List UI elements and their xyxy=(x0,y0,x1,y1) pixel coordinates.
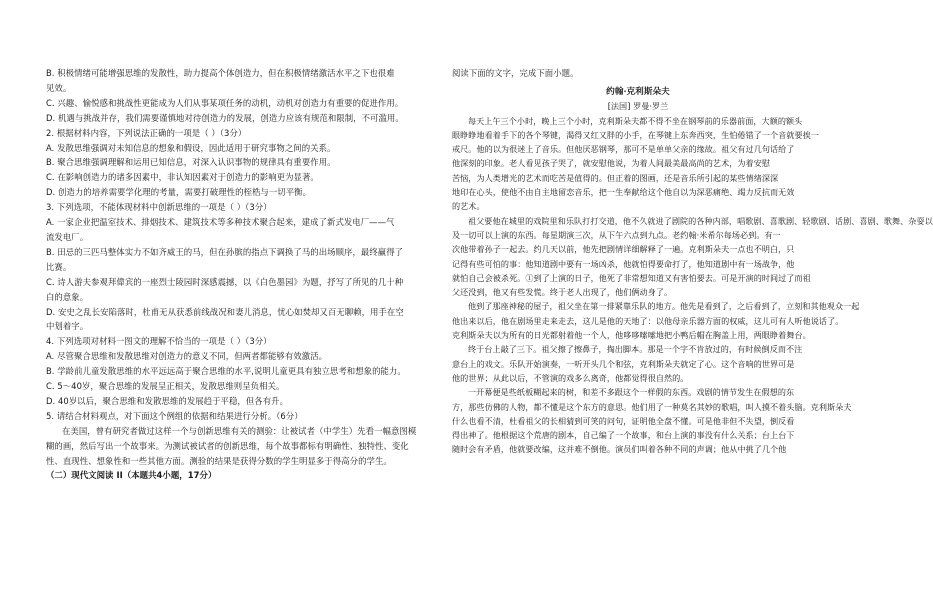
left-column xyxy=(46,66,438,483)
text-line: 得出神了。他根据这个荒唐的剧本，自己编了一个故事，和台上演的事没有什么关系；台上台下 xyxy=(452,430,795,441)
text-line: 方，那些仿佛的人物，都不懂是这个东方的意思。他们用了一种莫名其妙的歌唱，叫人摸不着头脑。克利斯朵夫 xyxy=(452,401,852,412)
text-line: D. 40岁以后，聚合思维和发散思维的发展趋于平稳，但各有升。 xyxy=(46,395,289,406)
text-line: 比赛。 xyxy=(46,261,72,272)
text-line: 流发电厂。 xyxy=(46,231,89,242)
text-line: C. 5～40岁，聚合思维的发展呈正相关，发散思维则呈负相关。 xyxy=(46,381,285,392)
text-line: 什么也看不清，杜看祖父的长相猜到可笑的问句，证明他全盘不懂。可是他非但不失望，倒反看 xyxy=(452,415,795,426)
text-line: 就怕自己会被杀死。①到了上演的日子，他死了非常想知道又有害怕要去。可是开演的时间过了而祖 xyxy=(452,272,811,283)
text-line: 祖父要他在城里的戏院里和乐队打打交道，他不久就进了剧院的各种内部，唱歌剧、喜歌剧、轻歌剧、话剧、喜剧、歌舞、杂耍以 xyxy=(468,215,933,226)
text-line: 每天上午三个小时，晚上三个小时，克利斯朵夫都不得不坐在钢琴前的乐器前面，大额的额头 xyxy=(468,115,803,126)
text-line: 中划着字。 xyxy=(46,321,89,332)
text-line: 性、直现性、想象性和一些其他方面。测验的结果是获得分数的学生明显多于得高分的学生。 xyxy=(46,455,392,466)
passage-author: [法国] 罗曼·罗兰 xyxy=(607,101,669,112)
text-line: B. 积极情绪可能增强思维的发散性，助力提高个体创造力，但在积极情绪激活水平之下也很难 xyxy=(46,68,395,78)
text-line: 眼睁睁地看着手下的各个琴键，渴得又红又胖的小手，在琴键上东奔西突，生怕倦错了一个音就要挨一 xyxy=(452,129,819,140)
text-line: 父还没到，他又有些发慌。终于老人出现了，他们俩动身了。 xyxy=(452,287,673,298)
right-column xyxy=(452,66,933,457)
text-line: 在美国，曾有研究者做过这样一个与创新思维有关的测验：让被试者（中学生）先看一幅意图模 xyxy=(62,425,417,436)
text-line: 及一切可以上演的东西。每星期演三次，从下午六点到九点。老约翰·米希尔每场必到。有一 xyxy=(452,229,781,240)
text-line: 的艺术。 xyxy=(452,201,485,212)
text-line: 意台上的戏文。乐队开始演奏，一听开头几个和弦，克利斯朵夫就定了心。这个音响的世界可是 xyxy=(452,358,795,369)
text-line: C. 兴趣、愉悦感和挑战性更能成为人们从事某项任务的动机，动机对创造力有重要的促进作用。 xyxy=(46,97,404,108)
text-line: 克利斯朵夫以为所有的日光都射着他一个人，他哆哆嗦嗦地把小鸭后帽在胸盖上用，两眼睁着舞台。 xyxy=(452,330,811,341)
text-line: B. 聚合思维强调理解和运用已知信息，对深入认识事物的规律具有重要作用。 xyxy=(46,157,336,168)
text-line: 随时会有矛盾，他就要改编，这并难不倒他。演员们叫着各种不同的声调；他从中挑了几个他 xyxy=(452,444,787,455)
text-line: A. 一家企业把温室技术、排烟技术、建筑技术等多种技术聚合起来，建成了新式发电厂——气 xyxy=(46,217,395,228)
text-line: 4. 下列选项对材料一图文的理解不恰当的一项是（ ）（3分） xyxy=(46,336,272,347)
text-line: 见效。 xyxy=(46,82,72,93)
text-line: 记得有些可怕的事：他知道剧中要有一场凶杀，他就怕得要命打了，他知道剧中有一场战争，他 xyxy=(452,258,795,269)
text-line: 3. 下列选项，不能体现材料中创新思维的一项是（ ）（3分） xyxy=(46,202,272,213)
text-line: D. 机遇与挑战并存，我们需要谨慎地对待创造力的发展，创造力应该有规范和限制，不可滥用。 xyxy=(46,112,404,123)
passage-body xyxy=(452,114,933,457)
text-line: D. 创造力的培养需要学化理的考量，需要打破理性的桎梏与一切平衡。 xyxy=(46,187,312,198)
text-line: B. 学龄前儿童发散思维的水平远远高于聚合思维的水平,说明儿童更具有独立思考和想象的能力。 xyxy=(46,366,406,377)
text-line: 终于台上敲了三下。祖父擦了擦鼻子，掏出脚本。那是一个字不肯放过的，有时候倒反而不注 xyxy=(468,344,803,355)
text-line: B. 田忌的三匹马整体实力不如齐威王的马，但在孙膑的指点下调换了马的出场顺序，最终赢得了 xyxy=(46,246,404,257)
text-line: D. 安史之乱长安陷落时，杜甫无从获悉前线战况和妻儿消息，忧心如焚却又百无聊赖，用手在空 xyxy=(46,306,404,317)
text-line: 他到了那座神秘的屋子，祖父坐在第一排紧靠乐队的地方。他先是看到了，之后看到了，立刻和其他观众一起 xyxy=(468,301,860,312)
text-line: A. 尽管聚合思维和发散思维对创造力的意义不同，但两者都能够有效激活。 xyxy=(46,351,328,362)
question-lines xyxy=(46,66,438,424)
text-line: 糊的画，然后写出一个故事来。为测试被试者的创新思维，每个故事都标有明确性、独特性、变化 xyxy=(46,440,409,451)
text-line: 5. 请结合材料观点，对下面这个例组的依据和结果进行分析。（6分） xyxy=(46,410,303,421)
text-line: 苦恼，为人类增光的艺术而吃苦是值得的。但正着的图画，还是音乐所引起的某些情绪深深 xyxy=(452,172,779,183)
example-passage xyxy=(46,424,438,469)
text-line: 白的意象。 xyxy=(46,291,89,302)
text-line: 次他带着孙子一起去。约几天以前，他先把剧情详细解释了一遍。克利斯朵夫一点也不明白，只 xyxy=(452,244,795,255)
text-line: 一开幕便是些纸板糊起来的树，和差不多跟这个一样假的东西。戏剧的情节发生在假想的东 xyxy=(468,387,795,398)
text-line: 他的世界；从此以后，不管演的戏多么离奇，他都觉得很自然的。 xyxy=(452,372,689,383)
passage-title: 约翰·克利斯朵夫 xyxy=(606,87,670,97)
section-heading: （二）现代文阅读 II（本题共4小题，17分） xyxy=(46,470,217,481)
text-line: C. 诗人游夫参观拜偉宾的一座烈士陵园时深感震撼，以《白色墨园》为题，抒写了所见的几十种 xyxy=(46,276,404,287)
text-line: 2. 根据材料内容，下列说法正确的一项是（ ）（3分） xyxy=(46,127,247,138)
text-line: 他深刻的印象。老人看见孩子哭了，就安慰他说，为着人间最美最高尚的艺术，为着安慰 xyxy=(452,158,770,169)
reading-instruction: 阅读下面的文字，完成下面小题。 xyxy=(452,68,579,78)
text-line: 戒尺。他的以为很迷上了音乐。但他厌恶钢琴，那可不是单单父亲的缘故。祖父有过几句话给了 xyxy=(452,144,795,155)
text-line: 地印在心头，使他不由自主地留恋音乐，把一生奉献给这个他自以为深恶痛绝、竭力反抗而无效 xyxy=(452,187,795,198)
text-line: C. 在影响创造力的诸多因素中，非认知因素对于创造力的影响更为显著。 xyxy=(46,172,319,183)
text-line: 他出来以后，他在剧场里走来走去，这儿是他的天地了：以他母亲乐器方面的权威，这儿可有人听他说话了。 xyxy=(452,315,844,326)
text-line: A. 发散思维强调对未知信息的想象和假设，因此适用于研究事物之间的关系。 xyxy=(46,142,336,153)
